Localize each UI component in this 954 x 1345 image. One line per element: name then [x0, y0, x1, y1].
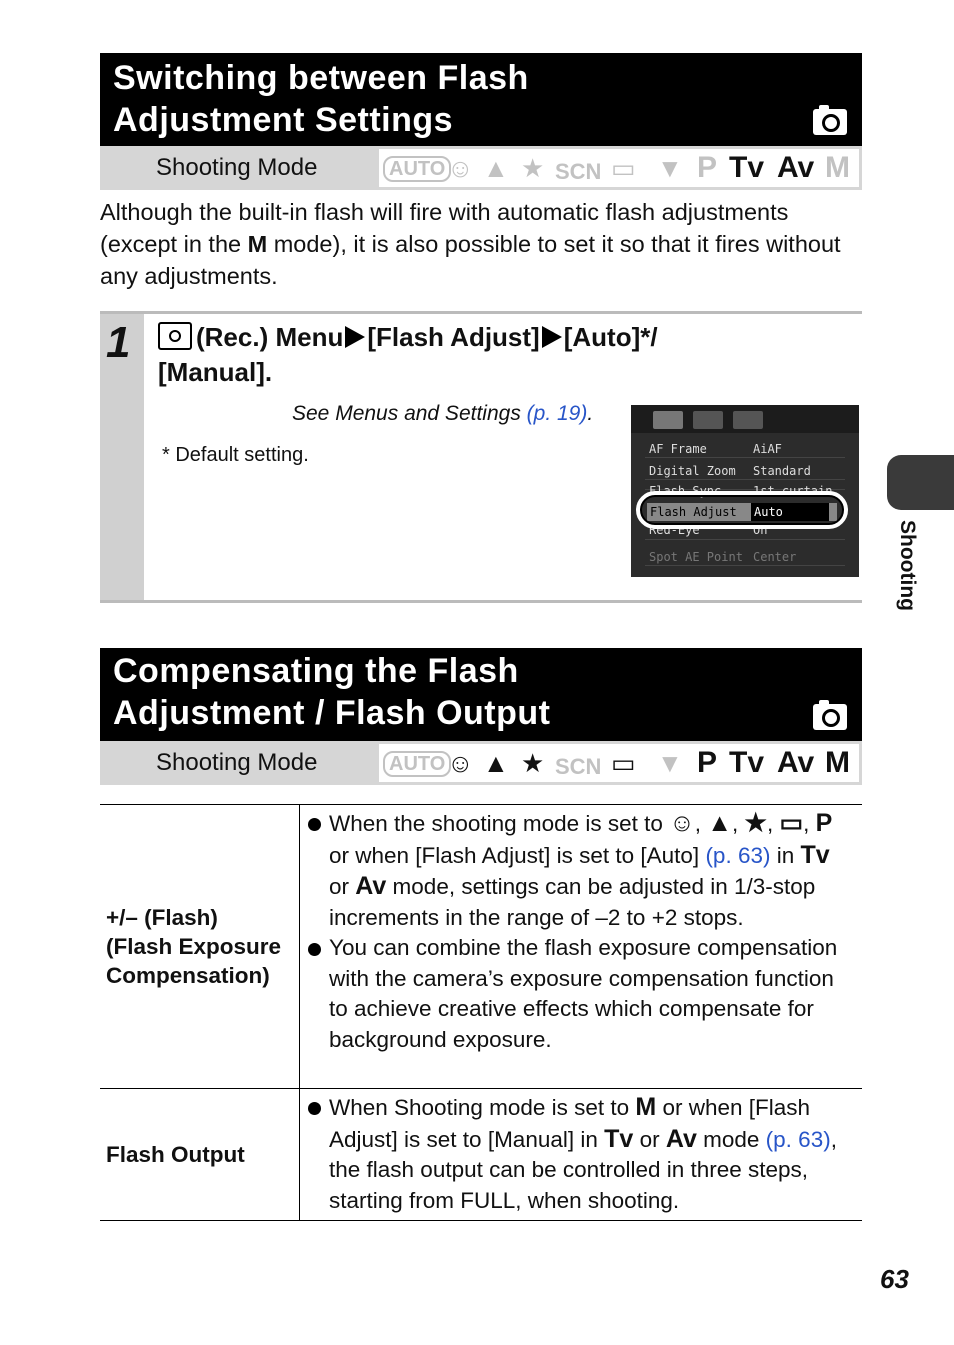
screen-row — [645, 463, 845, 480]
bullet-text: or — [329, 874, 356, 899]
bullet-item — [306, 933, 854, 1055]
step-menu: (Rec.) Menu — [196, 322, 344, 352]
auto-mode-icon: AUTO — [383, 156, 451, 182]
tv-mode-icon: Tv — [800, 840, 830, 869]
bullet-text: You can combine the flash exposure compensation with the camera’s exposure compensation function to achieve creative effects which compensate for background exposure. — [329, 935, 838, 1052]
bullet-text: , the flash output can be controlled in three steps, starting from FULL, when shooting. — [329, 1126, 837, 1213]
section-title-bar — [100, 53, 862, 146]
screen-tab-my-camera — [733, 411, 763, 429]
movie-mode-icon: ▼ — [657, 748, 683, 778]
screen-row — [645, 523, 845, 540]
av-mode-icon: Av — [777, 746, 815, 779]
shooting-mode-row — [100, 146, 862, 190]
bullet-text: or when [Flash Adjust] is set to [Manual] in — [329, 1095, 811, 1152]
screen-row — [645, 441, 845, 458]
screen-row-value: Center — [753, 550, 797, 564]
screen-row-value: On — [753, 523, 768, 537]
row-header: Flash Output — [100, 1089, 300, 1221]
screen-row-value: Standard — [753, 464, 811, 478]
av-mode-icon: Av — [665, 1124, 697, 1153]
intro-text-cont: mode), it is also possible to set it so that it fires without any adjustments. — [100, 231, 841, 289]
bullet-text: mode — [696, 1126, 766, 1152]
screen-row-key: Spot AE Point — [649, 550, 743, 564]
shooting-mode-label: Shooting Mode — [156, 749, 318, 776]
shooting-mode-row — [100, 741, 862, 785]
stitch-assist-icon: ▭ — [611, 748, 636, 778]
screen-tabs — [631, 405, 859, 433]
screen-row-key: Red-Eye — [649, 523, 700, 537]
movie-mode-icon: ▼ — [657, 153, 683, 183]
page-link[interactable]: (p. 63) — [765, 1126, 831, 1152]
landscape-mode-icon: ▲ — [483, 153, 509, 183]
step-item-auto: [Auto]*/ — [563, 322, 658, 352]
av-mode-icon: Av — [777, 151, 815, 184]
stitch-assist-icon: ▭ — [611, 153, 636, 183]
shooting-mode-label: Shooting Mode — [156, 154, 318, 181]
manual-mode-icon: M — [825, 151, 850, 184]
portrait-mode-icon: ☺ — [447, 748, 474, 778]
row-header-text: +/– (Flash) (Flash Exposure Compensation) — [106, 905, 282, 988]
see-reference — [292, 402, 593, 426]
section-title-line1: Switching between Flash — [113, 59, 529, 97]
portrait-mode-icon: ☺ — [669, 809, 695, 837]
row-body — [300, 1089, 863, 1221]
av-mode-icon: Av — [355, 872, 387, 900]
tv-mode-icon: Tv — [729, 151, 765, 184]
night-scene-mode-icon: ★ — [521, 748, 545, 778]
camera-icon — [813, 109, 847, 135]
screen-row-key: AF Frame — [649, 442, 707, 456]
manual-mode-inline-icon: M — [247, 231, 268, 257]
camera-screen — [631, 405, 859, 577]
shooting-mode-icons — [379, 744, 859, 782]
camera-icon — [813, 704, 847, 730]
chapter-label: Shooting — [896, 520, 919, 611]
bullet-text: or when [Flash Adjust] is set to [Auto] — [329, 842, 706, 868]
row-header — [100, 805, 300, 1089]
default-note: * Default setting. — [162, 444, 309, 466]
screen-highlight-key: Flash Adjust — [650, 505, 737, 519]
manual-mode-icon: M — [635, 1093, 657, 1121]
intro-text: Although the built-in flash will fire with automatic flash adjustments (except in the — [100, 199, 789, 257]
program-mode-icon: P — [815, 809, 833, 837]
settings-table — [100, 804, 862, 1221]
screen-row — [645, 483, 845, 498]
bullet-text: When Shooting mode is set to — [329, 1095, 636, 1120]
page-link[interactable]: (p. 63) — [705, 842, 771, 868]
section-title-bar — [100, 648, 862, 741]
section-title-line1: Compensating the Flash — [113, 652, 519, 690]
table-row — [100, 1089, 862, 1221]
shooting-mode-icons — [379, 149, 859, 187]
screen-row-key: Flash Sync — [649, 484, 722, 498]
see-link[interactable]: (p. 19) — [526, 402, 588, 425]
screen-row-value: 1st-curtain — [753, 484, 833, 498]
tv-mode-icon: Tv — [729, 746, 765, 779]
table-row — [100, 805, 862, 1089]
arrow-right-icon — [345, 326, 365, 348]
see-end: . — [587, 402, 594, 425]
step-item-flash-adjust: [Flash Adjust] — [367, 322, 540, 352]
bullet-item — [306, 1092, 854, 1216]
screen-row — [645, 549, 845, 566]
row-body — [300, 805, 863, 1089]
page-number: 63 — [880, 1264, 909, 1294]
bullet-text: When the shooting mode is set to — [329, 811, 670, 836]
screen-row-key: Digital Zoom — [649, 464, 736, 478]
scene-mode-icon: SCN — [555, 159, 602, 184]
screen-row-value: AiAF — [753, 442, 782, 456]
intro-paragraph — [100, 196, 860, 292]
step-number: 1 — [106, 318, 131, 367]
tv-mode-icon: Tv — [604, 1124, 634, 1153]
auto-mode-icon: AUTO — [383, 751, 451, 777]
bullet-text: in — [770, 842, 801, 868]
step-item-manual: [Manual]. — [158, 357, 273, 387]
see-text: See Menus and Settings — [292, 402, 527, 425]
bullet-text: or — [633, 1126, 666, 1152]
screen-tab-setup — [693, 411, 723, 429]
portrait-mode-icon: ☺ — [447, 153, 474, 183]
program-mode-icon: P — [697, 746, 718, 779]
step-instruction — [158, 320, 858, 390]
step-box — [100, 311, 862, 603]
screen-tab-camera — [653, 411, 683, 429]
night-scene-mode-icon: ★ — [744, 809, 767, 837]
highlight-ring — [636, 491, 848, 529]
section-title-line2: Adjustment Settings — [113, 101, 454, 139]
night-scene-mode-icon: ★ — [521, 153, 545, 183]
program-mode-icon: P — [697, 151, 718, 184]
screen-highlight-value: Auto — [751, 503, 829, 521]
chapter-tab — [887, 455, 954, 510]
bullet-text: mode, settings can be adjusted in 1/3-stop increments in the range of –2 to +2 stops. — [329, 874, 816, 930]
scene-mode-icon: SCN — [555, 754, 602, 779]
landscape-mode-icon: ▲ — [483, 748, 509, 778]
arrow-right-icon — [542, 326, 562, 348]
manual-mode-icon: M — [825, 746, 850, 779]
rec-camera-icon — [158, 322, 192, 350]
stitch-assist-icon: ▭ — [779, 809, 804, 837]
landscape-mode-icon: ▲ — [707, 809, 732, 837]
bullet-item: When the shooting mode is set to ☺, ▲, ★, ▭, P or when [Flash Adjust] is set to [Auto] (p. 63) in Tv or Av mode, settings can be adjusted in 1/3-stop increments in the range of –2 to +2 stops. — [306, 808, 854, 933]
section-title-line2: Adjustment / Flash Output — [113, 694, 551, 732]
